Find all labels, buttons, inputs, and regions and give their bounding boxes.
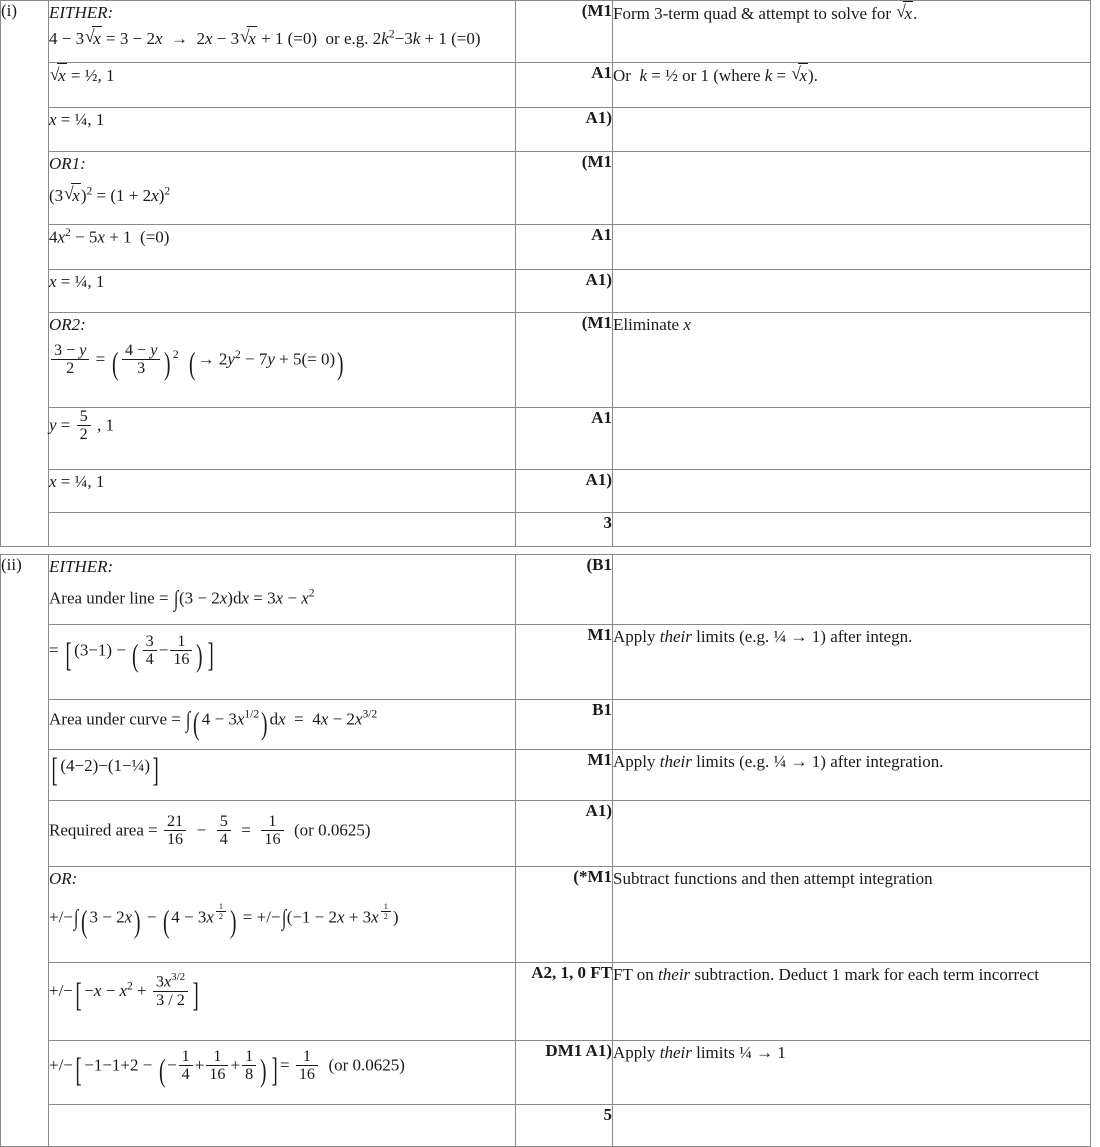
area-under-line-label: Area under line <box>49 587 155 607</box>
notes-cell-i-5 <box>613 225 1091 270</box>
marks-cell-i-4: (M1 <box>516 152 613 225</box>
their-word-1: their <box>659 627 692 646</box>
working-cell-i-either <box>49 1 516 63</box>
notes-cell-ii-8 <box>613 1041 1091 1105</box>
either-heading-i: EITHER: <box>49 3 114 22</box>
marks-cell-i-3: A1) <box>516 108 613 152</box>
equation-ii-or: +/−∫( 3 − 2x) − ( 4 − 3x $^{\frac{1}{2}}$ ) = +/−∫(−1 − 2x + 3x $^{\frac{1}{2}}$ ) <box>49 902 399 940</box>
note-or: Or <box>613 66 631 85</box>
marks-cell-ii-1: (B1 <box>516 555 613 625</box>
working-cell-i-total <box>49 513 516 547</box>
equation-ii-line-limits: = [ (3−1) − ( $\frac{3}{4}$ − $\frac{1}{16}$ ) ] <box>49 633 214 674</box>
equation-ii-line: Area under line = $\int(3 - 2x)dx = 3x - x^2$ <box>49 585 315 611</box>
notes-cell-i-2: Or k = ½ or 1 (where k = √ x). <box>613 63 1091 108</box>
note-apply-post-1: limits (e.g. ¼ → 1) after integn. <box>696 627 913 646</box>
note-where-k: or 1 (where <box>682 66 761 85</box>
marks-cell-ii-4: M1 <box>516 750 613 801</box>
working-cell-i-or1 <box>49 152 516 225</box>
table-row <box>1 1105 1091 1147</box>
their-word-3: their <box>658 965 691 984</box>
sqrt-x-inline: √ x <box>896 1 913 26</box>
equation-ii-curve-limits: [ (4−2)−(1−¼)] <box>51 752 159 790</box>
notes-cell-i-9 <box>613 470 1091 513</box>
table-row <box>1 555 1091 625</box>
marks-cell-ii-6: (*M1 <box>516 867 613 963</box>
equation-ii-curve: Area under curve = ∫( $4 - 3x^{1/2}$) dx = $4x - 2x^{3/2}$ <box>49 706 378 742</box>
sqrt-x: √ x <box>50 63 67 89</box>
separator-bar-work <box>49 547 516 555</box>
note-apply-post-3: limits ¼ → 1 <box>696 1043 786 1062</box>
table-row <box>1 270 1091 313</box>
notes-cell-ii-4 <box>613 750 1091 801</box>
table-row <box>1 408 1091 470</box>
note-ft-post: subtraction. Deduct 1 mark for each term incorrect <box>694 965 1039 984</box>
marks-cell-ii-7: A2, 1, 0 FT <box>516 963 613 1041</box>
equation-ii-or-integrated: +/−[ $-x - x^2$ + $\frac{3x^{3/2}}{3 / 2}$ ] <box>49 971 199 1015</box>
working-cell-ii-or-integrated <box>49 963 516 1041</box>
working-cell-i-or2 <box>49 313 516 408</box>
marks-cell-i-9: A1) <box>516 470 613 513</box>
or2-heading: OR2: <box>49 315 86 334</box>
notes-cell-ii-7 <box>613 963 1091 1041</box>
marks-cell-i-2: A1 <box>516 63 613 108</box>
working-cell-ii-curve-limits <box>49 750 516 801</box>
table-row <box>1 63 1091 108</box>
working-cell-ii-either <box>49 555 516 625</box>
notes-cell-i-7: Eliminate x <box>613 313 1091 408</box>
working-cell-i-y: y = $\frac{5}{2}$ , 1 <box>49 408 516 470</box>
working-cell-i-x3: x = ¼, 1 <box>49 470 516 513</box>
or-heading: OR: <box>49 869 78 888</box>
table-row <box>1 750 1091 801</box>
marks-cell-i-6: A1) <box>516 270 613 313</box>
working-cell-i-rootx: √ x = ½, 1 <box>49 63 516 108</box>
either-heading-ii: EITHER: <box>49 557 114 576</box>
separator-left <box>1 547 49 555</box>
working-cell-ii-required <box>49 801 516 867</box>
notes-cell-i-8 <box>613 408 1091 470</box>
notes-cell-i-total <box>613 513 1091 547</box>
notes-cell-i-1: Form 3-term quad & attempt to solve for √ x. <box>613 1 1091 63</box>
table-row <box>1 1041 1091 1105</box>
notes-cell-ii-3 <box>613 700 1091 750</box>
marks-cell-ii-total: 5 <box>516 1105 613 1147</box>
working-cell-i-x2: x = ¼, 1 <box>49 270 516 313</box>
equation-i-or2: $\frac{3 - y}{2}$ = ( $\frac{4 - y}{3}$ ) $^2$ ( → $2y^2 - 7y + 5(= 0)$) <box>49 342 515 378</box>
note-subtract-text: Subtract functions and then attempt integration <box>613 869 933 888</box>
note-apply-pre-2: Apply <box>613 752 656 771</box>
required-area-label: Required area <box>49 820 144 840</box>
marks-cell-ii-5: A1) <box>516 801 613 867</box>
marks-cell-i-5: A1 <box>516 225 613 270</box>
table-row <box>1 513 1091 547</box>
equation-i-or1: (3 √ $x)^2 = (1 + 2x)^2$ <box>49 183 515 209</box>
part-separator <box>1 547 1091 555</box>
working-cell-ii-curve <box>49 700 516 750</box>
notes-cell-i-6 <box>613 270 1091 313</box>
notes-cell-i-3 <box>613 108 1091 152</box>
their-word-2: their <box>659 752 692 771</box>
table-row <box>1 963 1091 1041</box>
separator-bar-notes <box>613 547 1091 555</box>
table-row <box>1 470 1091 513</box>
marks-cell-i-7: (M1 <box>516 313 613 408</box>
note-ft-pre: FT on <box>613 965 654 984</box>
marks-cell-i-total: 3 <box>516 513 613 547</box>
notes-cell-ii-6 <box>613 867 1091 963</box>
working-cell-ii-or-limits <box>49 1041 516 1105</box>
working-cell-ii-total <box>49 1105 516 1147</box>
part-label-i: (i) <box>1 1 49 547</box>
their-word-4: their <box>659 1043 692 1062</box>
table-row <box>1 1 1091 63</box>
note-apply-pre-3: Apply <box>613 1043 656 1062</box>
area-under-curve-label: Area under curve <box>49 709 167 729</box>
notes-cell-ii-2 <box>613 625 1091 700</box>
separator-bar-marks <box>516 547 613 555</box>
table-row <box>1 225 1091 270</box>
or-0625-a: (or 0.0625) <box>294 820 371 840</box>
working-cell-i-or1-quad: $4x^2 - 5x + 1$ (=0) <box>49 225 516 270</box>
working-cell-ii-line-limits <box>49 625 516 700</box>
table-row <box>1 700 1091 750</box>
table-row <box>1 152 1091 225</box>
marks-cell-ii-3: B1 <box>516 700 613 750</box>
equation-ii-or-limits: +/−[ −1−1+2 − ( − $\frac{1}{4}$ + $\frac{1}{16}$ + $\frac{1}{8}$ ) ] = $\frac{1}{16}$ (or 0.0625) <box>49 1048 405 1089</box>
table-row <box>1 313 1091 408</box>
or-0625-b: (or 0.0625) <box>328 1055 405 1075</box>
working-cell-i-x1: x = ¼, 1 <box>49 108 516 152</box>
notes-cell-ii-1 <box>613 555 1091 625</box>
working-cell-ii-or <box>49 867 516 963</box>
table-row <box>1 625 1091 700</box>
note-eliminate: Eliminate <box>613 315 680 334</box>
table-row <box>1 867 1091 963</box>
notes-cell-i-4 <box>613 152 1091 225</box>
equation-ii-required-area: Required area = $\frac{21}{16}$ − $\frac{5}{4}$ = $\frac{1}{16}$ (or 0.0625) <box>49 813 371 849</box>
note-text-form-quad: Form 3-term quad & attempt to solve for <box>613 4 892 23</box>
marks-cell-ii-8: DM1 A1) <box>516 1041 613 1105</box>
or1-heading: OR1: <box>49 154 86 173</box>
table-row <box>1 108 1091 152</box>
note-apply-post-2: limits (e.g. ¼ → 1) after integration. <box>696 752 944 771</box>
marks-cell-ii-2: M1 <box>516 625 613 700</box>
notes-cell-ii-total <box>613 1105 1091 1147</box>
marks-cell-i-8: A1 <box>516 408 613 470</box>
marks-cell-i-1: (M1 <box>516 1 613 63</box>
part-label-ii: (ii) <box>1 555 49 1147</box>
note-apply-pre-1: Apply <box>613 627 656 646</box>
table-row <box>1 801 1091 867</box>
equation-i-either: 4 − 3 √ x = 3 − 2x → 2x − 3 √ x + 1 (=0) or e.g. $2k^2-3k + 1$ (=0) <box>49 26 515 52</box>
notes-cell-ii-5 <box>613 801 1091 867</box>
